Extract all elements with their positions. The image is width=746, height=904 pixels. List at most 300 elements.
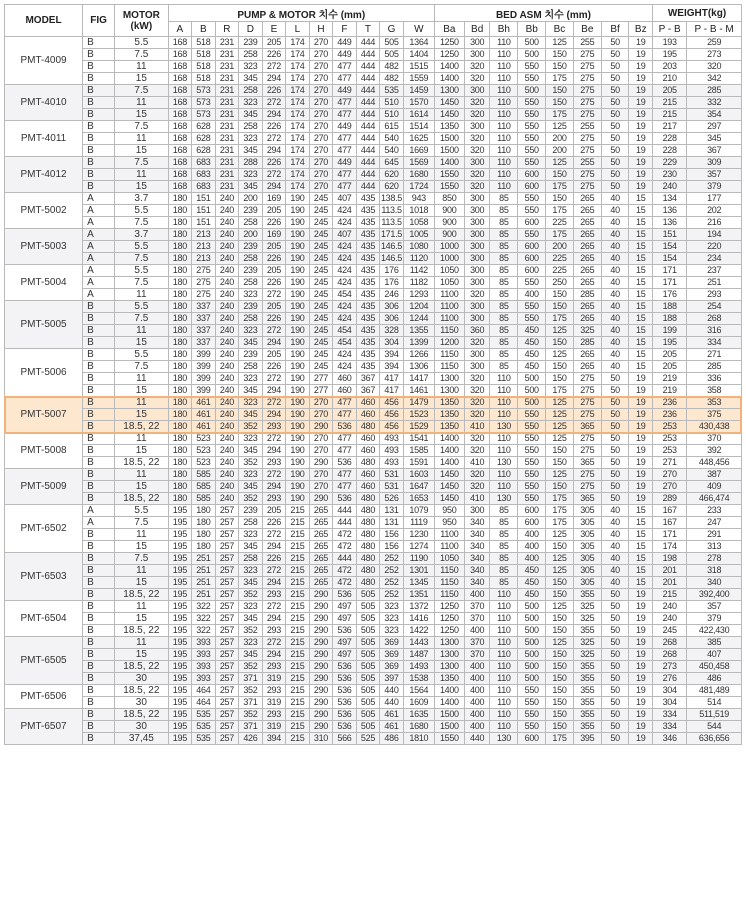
column-header-l: L [286,22,310,37]
value-cell: 290 [309,661,333,673]
value-cell: 180 [168,265,192,277]
value-cell: 270 [309,397,333,409]
value-cell: 449 [333,85,357,97]
value-cell: 900 [434,217,464,229]
value-cell: 215 [286,577,310,589]
motor-cell: 18.5, 22 [115,421,168,433]
value-cell: 464 [192,685,216,697]
value-cell: 394 [380,361,404,373]
value-cell: 1500 [434,709,464,721]
value-cell: 110 [490,637,518,649]
value-cell: 435 [356,289,380,301]
value-cell: 175 [546,205,574,217]
value-cell: 365 [573,421,601,433]
value-cell: 150 [546,445,574,457]
value-cell: 435 [356,253,380,265]
motor-cell: 15 [115,577,168,589]
value-cell: 275 [573,445,601,457]
value-cell: 500 [518,601,546,613]
value-cell: 320 [464,445,490,457]
value-cell: 294 [262,385,286,397]
value-cell: 320 [464,481,490,493]
table-row [5,733,742,745]
value-cell: 252 [380,589,404,601]
value-cell: 472 [333,541,357,553]
motor-cell: 15 [115,73,168,85]
value-cell: 272 [262,397,286,409]
table-row [5,589,742,601]
value-cell: 125 [546,349,574,361]
value-cell: 290 [309,673,333,685]
value-cell: 258 [239,277,263,289]
value-cell: 444 [356,37,380,49]
value-cell: 444 [356,133,380,145]
value-cell: 190 [286,349,310,361]
value-cell: 110 [490,673,518,685]
value-cell: 168 [168,133,192,145]
value-cell: 536 [333,589,357,601]
value-cell: 291 [687,529,742,541]
value-cell: 198 [653,553,687,565]
fig-cell: B [83,73,115,85]
column-header-be: Be [573,22,601,37]
value-cell: 531 [380,469,404,481]
value-cell: 174 [286,85,310,97]
table-row [5,709,742,721]
column-header-r: R [215,22,239,37]
value-cell: 550 [518,433,546,445]
value-cell: 231 [215,109,239,121]
value-cell: 297 [687,121,742,133]
value-cell: 245 [309,337,333,349]
value-cell: 136 [653,205,687,217]
value-cell: 231 [215,169,239,181]
value-cell: 440 [380,685,404,697]
value-cell: 440 [464,733,490,745]
value-cell: 257 [215,649,239,661]
value-cell: 245 [309,229,333,241]
value-cell: 193 [653,37,687,49]
model-cell: PMT-6505 [5,637,83,685]
value-cell: 50 [601,85,629,97]
value-cell: 40 [601,577,629,589]
value-cell: 215 [286,721,310,733]
value-cell: 293 [262,457,286,469]
table-row [5,661,742,673]
value-cell: 110 [490,613,518,625]
table-row [5,133,742,145]
value-cell: 500 [518,385,546,397]
value-cell: 150 [546,673,574,685]
value-cell: 1350 [434,673,464,685]
value-cell: 50 [601,121,629,133]
value-cell: 258 [239,85,263,97]
value-cell: 40 [601,193,629,205]
value-cell: 15 [629,253,653,265]
value-cell: 305 [573,541,601,553]
value-cell: 19 [629,685,653,697]
value-cell: 174 [286,73,310,85]
value-cell: 110 [490,133,518,145]
table-row [5,217,742,229]
value-cell: 50 [601,637,629,649]
value-cell: 195 [168,697,192,709]
value-cell: 265 [573,241,601,253]
motor-cell: 15 [115,409,168,421]
value-cell: 300 [464,265,490,277]
fig-cell: B [83,337,115,349]
value-cell: 150 [546,457,574,469]
value-cell: 355 [573,661,601,673]
value-cell: 19 [629,613,653,625]
column-header-bc: Bc [546,22,574,37]
value-cell: 226 [262,313,286,325]
value-cell: 19 [629,445,653,457]
motor-unit-label: (kW) [130,20,153,32]
value-cell: 226 [262,277,286,289]
value-cell: 270 [309,133,333,145]
value-cell: 110 [490,469,518,481]
value-cell: 480 [356,493,380,505]
value-cell: 500 [518,37,546,49]
value-cell: 168 [168,109,192,121]
value-cell: 497 [333,613,357,625]
value-cell: 253 [653,433,687,445]
fig-cell: B [83,685,115,697]
value-cell: 190 [286,277,310,289]
value-cell: 424 [333,205,357,217]
value-cell: 85 [490,265,518,277]
table-row [5,457,742,469]
value-cell: 505 [356,625,380,637]
value-cell: 370 [464,601,490,613]
fig-cell: A [83,289,115,301]
value-cell: 200 [239,229,263,241]
value-cell: 352 [239,457,263,469]
value-cell: 275 [192,277,216,289]
value-cell: 240 [215,265,239,277]
motor-cell: 7.5 [115,85,168,97]
value-cell: 1150 [434,325,464,337]
value-cell: 50 [601,697,629,709]
value-cell: 50 [601,61,629,73]
value-cell: 245 [309,241,333,253]
value-cell: 195 [168,733,192,745]
value-cell: 278 [687,553,742,565]
value-cell: 240 [215,457,239,469]
value-cell: 130 [490,457,518,469]
value-cell: 190 [286,397,310,409]
value-cell: 1300 [434,385,464,397]
column-header-f: F [333,22,357,37]
value-cell: 300 [464,241,490,253]
value-cell: 435 [356,205,380,217]
value-cell: 365 [573,493,601,505]
value-cell: 257 [215,685,239,697]
value-cell: 125 [546,529,574,541]
table-row [5,145,742,157]
value-cell: 323 [239,637,263,649]
value-cell: 85 [490,505,518,517]
value-cell: 219 [653,373,687,385]
value-cell: 1100 [434,529,464,541]
value-cell: 275 [573,181,601,193]
value-cell: 294 [262,649,286,661]
value-cell: 265 [573,217,601,229]
value-cell: 1000 [434,241,464,253]
value-cell: 288 [239,157,263,169]
value-cell: 180 [168,241,192,253]
value-cell: 1150 [434,589,464,601]
value-cell: 357 [687,601,742,613]
value-cell: 195 [653,49,687,61]
value-cell: 550 [518,193,546,205]
value-cell: 239 [239,241,263,253]
value-cell: 228 [653,133,687,145]
value-cell: 125 [546,397,574,409]
value-cell: 175 [546,385,574,397]
value-cell: 1500 [434,721,464,733]
value-cell: 215 [286,661,310,673]
motor-cell: 15 [115,145,168,157]
value-cell: 154 [653,253,687,265]
fig-cell: A [83,517,115,529]
value-cell: 355 [573,625,601,637]
value-cell: 19 [629,673,653,685]
value-cell: 505 [356,661,380,673]
value-cell: 150 [546,337,574,349]
value-cell: 168 [168,121,192,133]
value-cell: 240 [215,361,239,373]
value-cell: 369 [380,637,404,649]
value-cell: 480 [356,529,380,541]
value-cell: 180 [192,541,216,553]
value-cell: 110 [490,445,518,457]
table-row [5,349,742,361]
value-cell: 110 [490,625,518,637]
value-cell: 320 [464,433,490,445]
value-cell: 180 [168,373,192,385]
value-cell: 272 [262,601,286,613]
value-cell: 1350 [434,397,464,409]
table-row [5,229,742,241]
value-cell: 500 [518,637,546,649]
value-cell: 345 [687,133,742,145]
value-cell: 550 [518,301,546,313]
fig-cell: B [83,469,115,481]
value-cell: 300 [464,85,490,97]
value-cell: 435 [356,217,380,229]
value-cell: 240 [653,601,687,613]
value-cell: 375 [687,409,742,421]
motor-cell: 11 [115,373,168,385]
model-cell: PMT-6506 [5,685,83,709]
value-cell: 1500 [434,133,464,145]
value-cell: 125 [546,637,574,649]
value-cell: 50 [601,457,629,469]
value-cell: 150 [546,541,574,553]
motor-cell: 18.5, 22 [115,709,168,721]
motor-cell: 11 [115,529,168,541]
value-cell: 293 [262,493,286,505]
value-cell: 175 [546,733,574,745]
value-cell: 231 [215,121,239,133]
value-cell: 50 [601,589,629,601]
motor-cell: 18.5, 22 [115,457,168,469]
value-cell: 270 [309,157,333,169]
motor-cell: 7.5 [115,253,168,265]
value-cell: 316 [687,325,742,337]
value-cell: 257 [215,709,239,721]
column-header-b: B [192,22,216,37]
value-cell: 167 [653,517,687,529]
value-cell: 1647 [403,481,434,493]
value-cell: 536 [333,493,357,505]
value-cell: 550 [518,313,546,325]
value-cell: 410 [464,457,490,469]
fig-cell: A [83,217,115,229]
value-cell: 500 [518,49,546,61]
value-cell: 215 [286,613,310,625]
value-cell: 1653 [403,493,434,505]
value-cell: 171 [653,265,687,277]
value-cell: 150 [546,289,574,301]
value-cell: 370 [687,433,742,445]
value-cell: 110 [490,385,518,397]
value-cell: 393 [192,661,216,673]
fig-cell: B [83,169,115,181]
fig-cell: B [83,97,115,109]
value-cell: 130 [490,421,518,433]
value-cell: 174 [653,541,687,553]
value-cell: 110 [490,73,518,85]
value-cell: 323 [380,625,404,637]
motor-cell: 7.5 [115,361,168,373]
value-cell: 300 [464,193,490,205]
value-cell: 480 [356,553,380,565]
value-cell: 683 [192,169,216,181]
value-cell: 523 [192,445,216,457]
fig-cell: A [83,205,115,217]
value-cell: 600 [518,253,546,265]
value-cell: 1250 [434,49,464,61]
value-cell: 176 [653,289,687,301]
value-cell: 270 [309,73,333,85]
value-cell: 525 [356,733,380,745]
value-cell: 320 [464,397,490,409]
table-row [5,181,742,193]
value-cell: 136 [653,217,687,229]
fig-cell: B [83,577,115,589]
table-row [5,241,742,253]
value-cell: 168 [168,157,192,169]
value-cell: 500 [518,397,546,409]
value-cell: 85 [490,241,518,253]
value-cell: 240 [215,325,239,337]
motor-cell: 11 [115,133,168,145]
value-cell: 505 [356,637,380,649]
value-cell: 1450 [434,481,464,493]
value-cell: 400 [464,673,490,685]
value-cell: 505 [356,697,380,709]
value-cell: 247 [687,517,742,529]
value-cell: 240 [215,409,239,421]
value-cell: 85 [490,193,518,205]
value-cell: 85 [490,229,518,241]
value-cell: 480 [356,517,380,529]
value-cell: 40 [601,361,629,373]
value-cell: 194 [687,229,742,241]
value-cell: 486 [380,733,404,745]
value-cell: 156 [380,529,404,541]
value-cell: 151 [192,217,216,229]
value-cell: 205 [653,361,687,373]
motor-cell: 7.5 [115,217,168,229]
value-cell: 190 [286,373,310,385]
value-cell: 275 [573,73,601,85]
value-cell: 268 [653,637,687,649]
value-cell: 449 [333,49,357,61]
value-cell: 110 [490,157,518,169]
column-header-ba: Ba [434,22,464,37]
value-cell: 190 [286,469,310,481]
value-cell: 550 [518,421,546,433]
value-cell: 1266 [403,349,434,361]
value-cell: 215 [653,97,687,109]
value-cell: 461 [380,709,404,721]
value-cell: 50 [601,445,629,457]
value-cell: 1450 [434,109,464,121]
value-cell: 40 [601,289,629,301]
value-cell: 19 [629,385,653,397]
value-cell: 19 [629,433,653,445]
fig-cell: A [83,253,115,265]
value-cell: 1250 [434,613,464,625]
value-cell: 305 [573,505,601,517]
motor-cell: 11 [115,61,168,73]
table-row [5,193,742,205]
value-cell: 573 [192,109,216,121]
value-cell: 195 [168,637,192,649]
table-row [5,649,742,661]
value-cell: 240 [215,493,239,505]
motor-cell: 15 [115,481,168,493]
value-cell: 237 [687,265,742,277]
value-cell: 50 [601,37,629,49]
value-cell: 226 [262,253,286,265]
value-cell: 354 [687,109,742,121]
value-cell: 216 [687,217,742,229]
value-cell: 15 [629,553,653,565]
value-cell: 175 [546,517,574,529]
value-cell: 175 [546,229,574,241]
value-cell: 337 [192,337,216,349]
value-cell: 205 [262,205,286,217]
value-cell: 190 [286,265,310,277]
value-cell: 550 [518,229,546,241]
value-cell: 228 [653,145,687,157]
value-cell: 226 [262,49,286,61]
value-cell: 1538 [403,673,434,685]
value-cell: 125 [546,157,574,169]
value-cell: 456 [380,397,404,409]
table-row [5,625,742,637]
motor-cell: 30 [115,673,168,685]
value-cell: 400 [464,589,490,601]
value-cell: 134 [653,193,687,205]
value-cell: 550 [518,109,546,121]
value-cell: 239 [239,37,263,49]
